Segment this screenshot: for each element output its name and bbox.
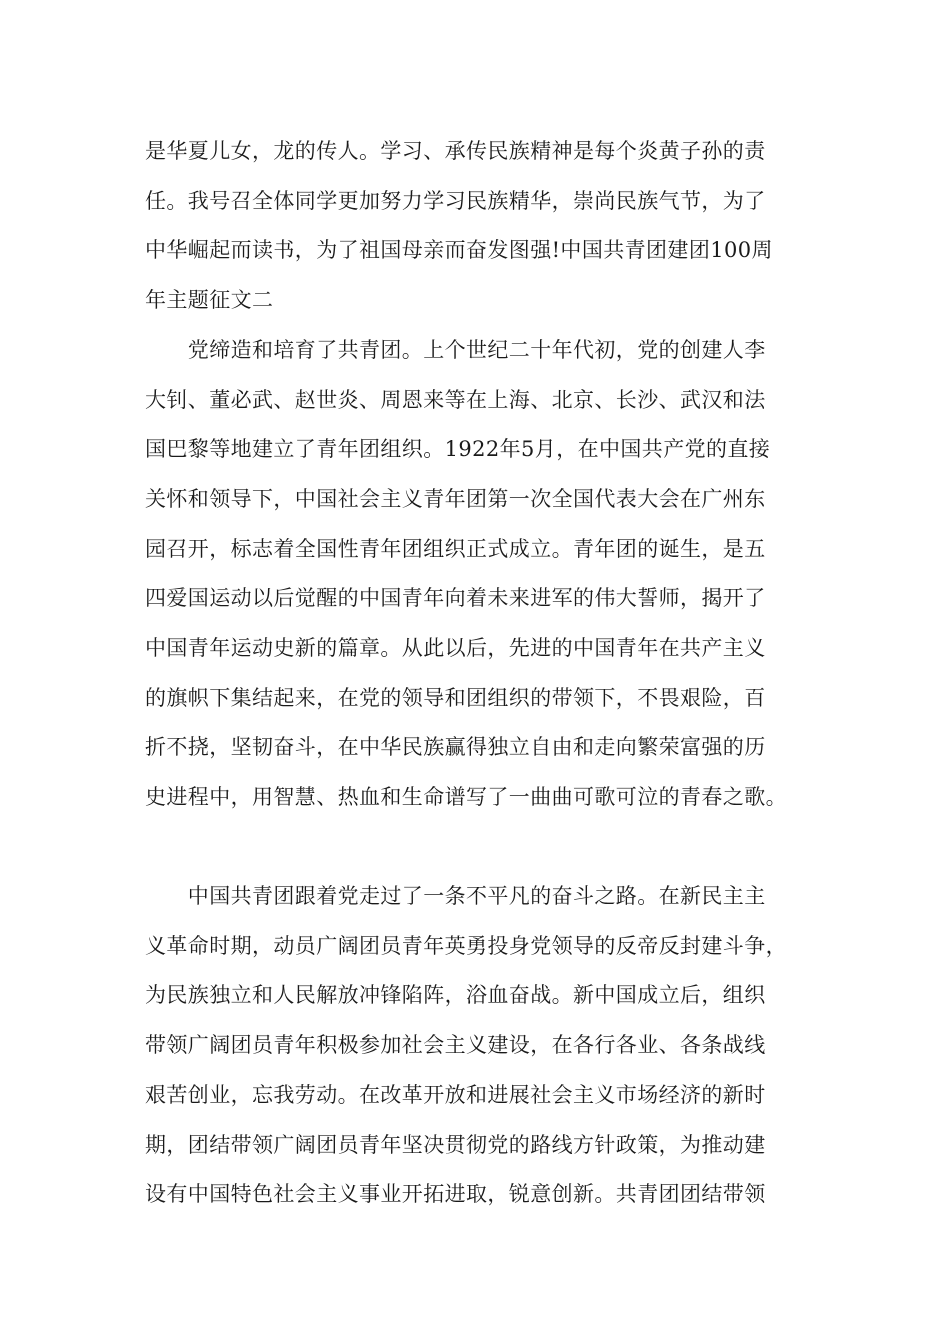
- text-line: 关怀和领导下，中国社会主义青年团第一次全国代表大会在广州东: [145, 487, 766, 511]
- text-line: 园召开，标志着全国性青年团组织正式成立。青年团的诞生，是五: [145, 537, 766, 561]
- text-line: 为民族独立和人民解放冲锋陷阵，浴血奋战。新中国成立后，组织: [145, 983, 766, 1007]
- text-line: 折不挠，坚韧奋斗，在中华民族赢得独立自由和走向繁荣富强的历: [145, 735, 766, 759]
- text-line: 义革命时期，动员广阔团员青年英勇投身党领导的反帝反封建斗争，: [145, 934, 787, 958]
- text-line: 中华崛起而读书，为了祖国母亲而奋发图强!中国共青团建团100周: [145, 238, 773, 262]
- text-line: 设有中国特色社会主义事业开拓进取，锐意创新。共青团团结带领: [145, 1182, 766, 1206]
- text-line: 期，团结带领广阔团员青年坚决贯彻党的路线方针政策，为推动建: [145, 1133, 766, 1157]
- text-line: 任。我号召全体同学更加努力学习民族精华，崇尚民族气节，为了: [145, 189, 766, 213]
- text-line: 党缔造和培育了共青团。上个世纪二十年代初，党的创建人李: [145, 338, 766, 362]
- text-line: 大钊、董必武、赵世炎、周恩来等在上海、北京、长沙、武汉和法: [145, 388, 766, 412]
- text-line: 史进程中，用智慧、热血和生命谱写了一曲曲可歌可泣的青春之歌。: [145, 785, 787, 809]
- text-line: 带领广阔团员青年积极参加社会主义建设，在各行各业、各条战线: [145, 1033, 766, 1057]
- text-line: 年主题征文二: [145, 288, 274, 312]
- text-line: 中国青年运动史新的篇章。从此以后，先进的中国青年在共产主义: [145, 636, 766, 660]
- text-line: 四爱国运动以后觉醒的中国青年向着未来进军的伟大誓师，揭开了: [145, 586, 766, 610]
- text-line: 国巴黎等地建立了青年团组织。1922年5月，在中国共产党的直接: [145, 437, 771, 461]
- text-line: 是华夏儿女，龙的传人。学习、承传民族精神是每个炎黄子孙的责: [145, 139, 766, 163]
- text-line: 中国共青团跟着党走过了一条不平凡的奋斗之路。在新民主主: [145, 884, 766, 908]
- text-line: 艰苦创业，忘我劳动。在改革开放和进展社会主义市场经济的新时: [145, 1083, 766, 1107]
- text-line: 的旗帜下集结起来，在党的领导和团组织的带领下，不畏艰险，百: [145, 686, 766, 710]
